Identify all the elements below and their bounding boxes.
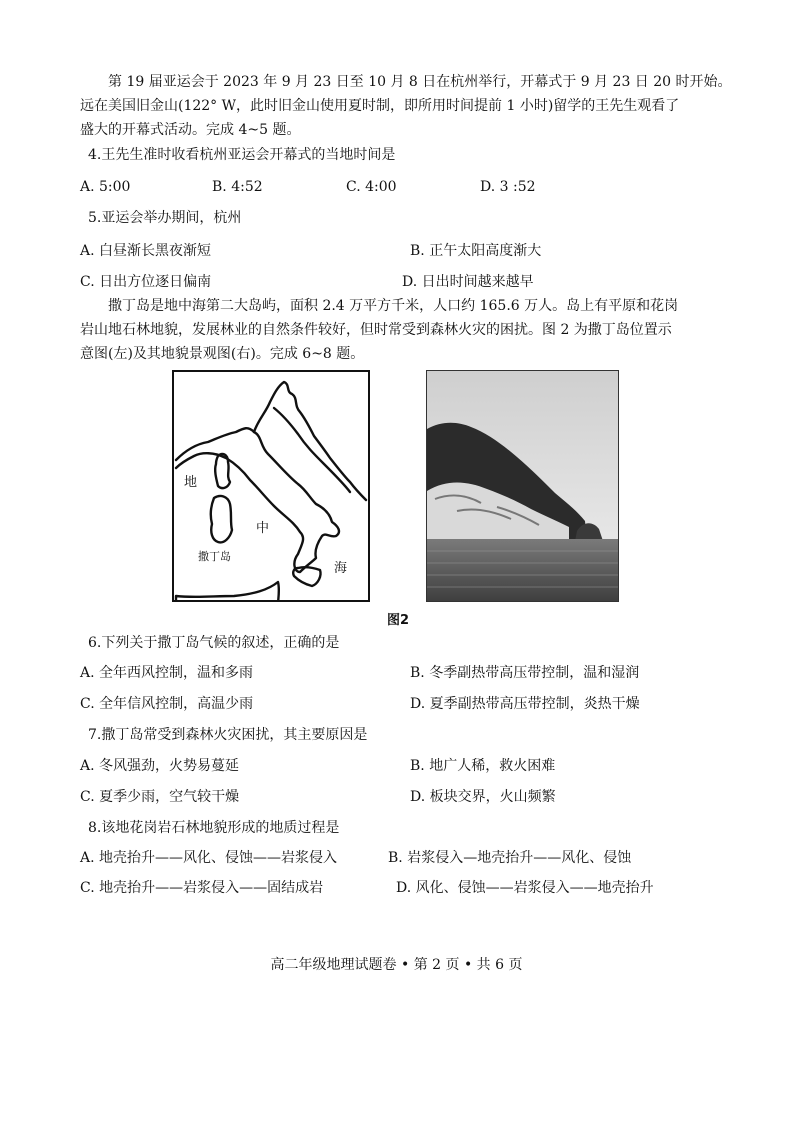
page-footer: 高二年级地理试题卷 • 第 2 页 • 共 6 页 bbox=[270, 957, 523, 973]
question-7-stem: 7.撒丁岛常受到森林火灾困扰，其主要原因是 bbox=[88, 727, 368, 743]
question-6-stem: 6.下列关于撒丁岛气候的叙述，正确的是 bbox=[88, 635, 340, 651]
question-4-option-b[interactable]: B. 4:52 bbox=[212, 179, 263, 195]
question-4-option-a[interactable]: A. 5:00 bbox=[80, 179, 131, 195]
question-8-stem: 8.该地花岗岩石林地貌形成的地质过程是 bbox=[88, 820, 340, 836]
question-7-option-c[interactable]: C. 夏季少雨，空气较干燥 bbox=[80, 789, 240, 805]
question-6-option-c[interactable]: C. 全年信风控制，高温少雨 bbox=[80, 696, 254, 712]
map-label-hai: 海 bbox=[334, 561, 348, 576]
question-5-option-b[interactable]: B. 正午太阳高度渐大 bbox=[410, 243, 542, 259]
map-label-sardinia: 撒丁岛 bbox=[198, 550, 231, 563]
intro1-line-1: 第 19 届亚运会于 2023 年 9 月 23 日至 10 月 8 日在杭州举行，开幕式于 9 月 23 日 20 时开始。 bbox=[108, 74, 732, 90]
question-5-option-a[interactable]: A. 白昼渐长黑夜渐短 bbox=[80, 243, 212, 259]
question-4-option-d[interactable]: D. 3 :52 bbox=[480, 179, 536, 195]
sardinia-location-map bbox=[172, 370, 370, 602]
intro2-line-1: 撒丁岛是地中海第二大岛屿，面积 2.4 万平方千米，人口约 165.6 万人。岛上有平原和花岗 bbox=[108, 298, 679, 314]
question-4-stem: 4.王先生准时收看杭州亚运会开幕式的当地时间是 bbox=[88, 147, 396, 163]
intro1-line-2: 远在美国旧金山(122° W，此时旧金山使用夏时制，即所用时间提前 1 小时)留学的王先生观看了 bbox=[80, 98, 680, 114]
question-8-option-b[interactable]: B. 岩浆侵入—地壳抬升——风化、侵蚀 bbox=[388, 850, 632, 866]
intro2-line-2: 岩山地石林地貌，发展林业的自然条件较好，但时常受到森林火灾的困扰。图 2 为撒丁岛位置示 bbox=[80, 322, 672, 338]
question-6-option-d[interactable]: D. 夏季副热带高压带控制，炎热干燥 bbox=[410, 696, 640, 712]
question-5-stem: 5.亚运会举办期间，杭州 bbox=[88, 210, 242, 226]
question-8-option-d[interactable]: D. 风化、侵蚀——岩浆侵入——地壳抬升 bbox=[396, 880, 654, 896]
question-6-option-a[interactable]: A. 全年西风控制，温和多雨 bbox=[80, 665, 254, 681]
landscape-drawing bbox=[427, 371, 618, 601]
question-8-option-a[interactable]: A. 地壳抬升——风化、侵蚀——岩浆侵入 bbox=[80, 850, 338, 866]
question-8-option-c[interactable]: C. 地壳抬升——岩浆侵入——固结成岩 bbox=[80, 880, 324, 896]
granite-landscape-photo bbox=[426, 370, 619, 602]
question-5-option-c[interactable]: C. 日出方位逐日偏南 bbox=[80, 274, 212, 290]
intro2-line-3: 意图(左)及其地貌景观图(右)。完成 6~8 题。 bbox=[80, 346, 365, 362]
question-4-option-c[interactable]: C. 4:00 bbox=[346, 179, 397, 195]
question-7-option-d[interactable]: D. 板块交界，火山频繁 bbox=[410, 789, 556, 805]
map-label-di: 地 bbox=[184, 475, 198, 490]
intro1-line-3: 盛大的开幕式活动。完成 4~5 题。 bbox=[80, 122, 301, 138]
figure-2-caption: 图2 bbox=[387, 613, 410, 628]
question-5-option-d[interactable]: D. 日出时间越来越早 bbox=[402, 274, 534, 290]
question-7-option-a[interactable]: A. 冬风强劲，火势易蔓延 bbox=[80, 758, 240, 774]
map-label-zhong: 中 bbox=[256, 521, 270, 536]
question-6-option-b[interactable]: B. 冬季副热带高压带控制，温和湿润 bbox=[410, 665, 640, 681]
question-7-option-b[interactable]: B. 地广人稀，救火困难 bbox=[410, 758, 556, 774]
